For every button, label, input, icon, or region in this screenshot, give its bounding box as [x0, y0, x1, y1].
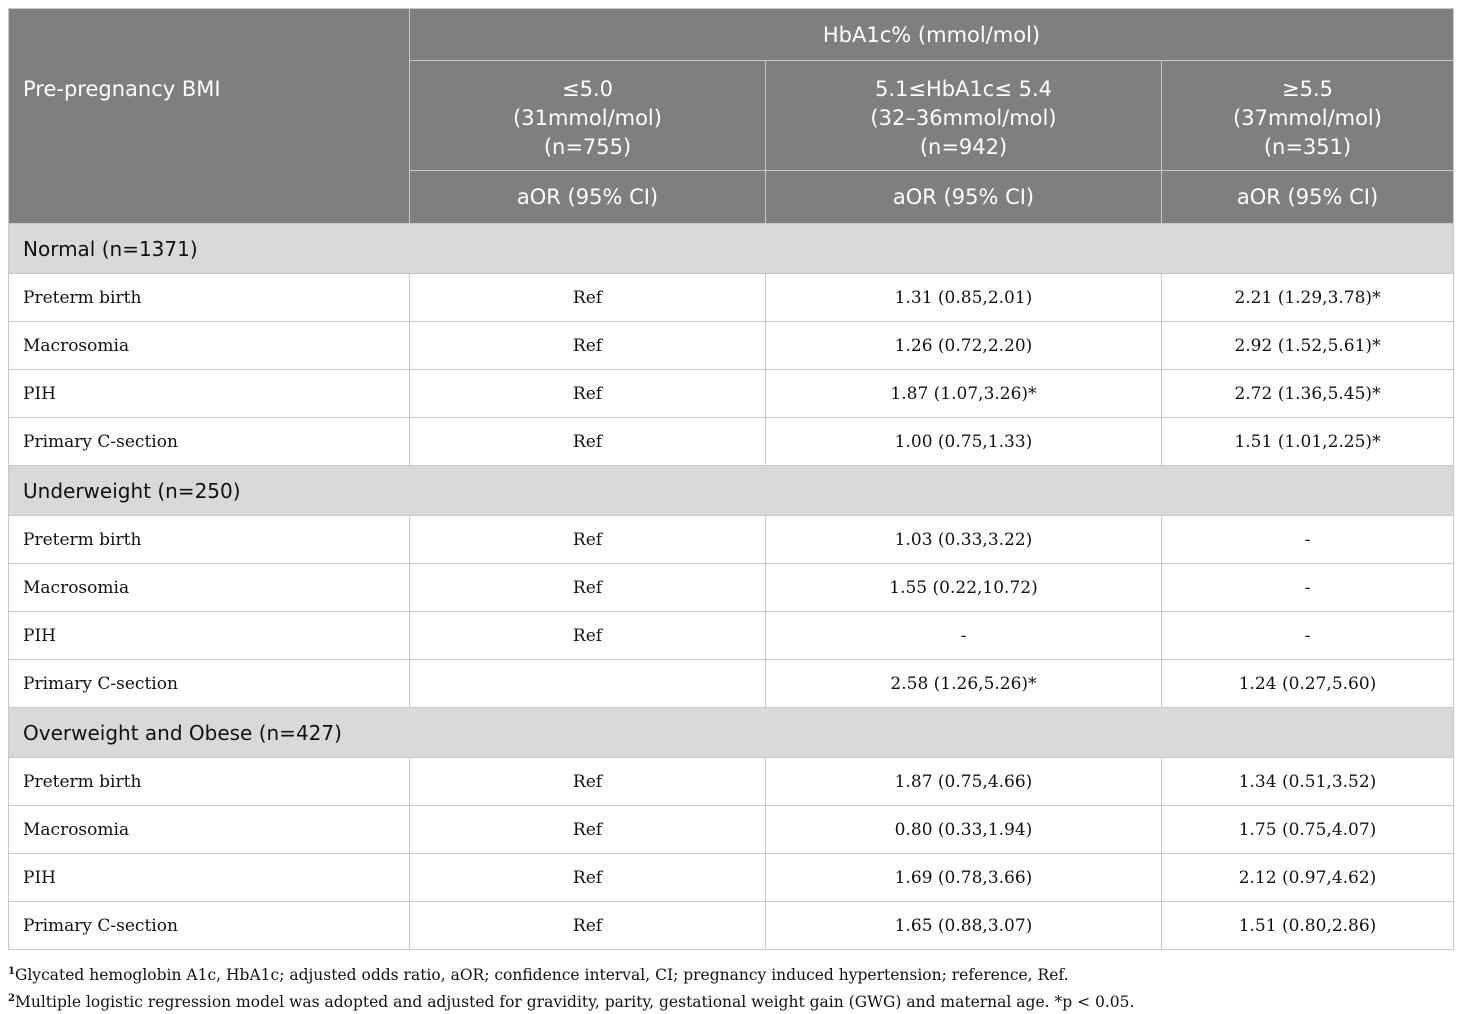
cell-mid: 1.00 (0.75,1.33) — [766, 418, 1162, 466]
cell-low — [410, 660, 766, 708]
table-header — [9, 9, 1454, 224]
results-table-container — [8, 8, 1453, 950]
cell-low: Ref — [410, 370, 766, 418]
section-title: Overweight and Obese (n=427) — [9, 708, 1454, 758]
section-row-overweight — [9, 708, 1454, 758]
group-low-mmol: (31mmol/mol) — [513, 106, 662, 130]
footnote-mark: 1 — [8, 966, 15, 977]
group-high-n: (n=351) — [1263, 135, 1352, 159]
cell-high: - — [1162, 516, 1454, 564]
row-label: Macrosomia — [9, 806, 410, 854]
row-label: Preterm birth — [9, 516, 410, 564]
group-header-high — [1162, 61, 1454, 171]
cell-high: 1.24 (0.27,5.60) — [1162, 660, 1454, 708]
row-label: Primary C-section — [9, 418, 410, 466]
footnote-text: Glycated hemoglobin A1c, HbA1c; adjusted odds ratio, aOR; confidence interval, CI; pregnancy induced hypertension; reference, Ref. — [14, 966, 1069, 985]
cell-mid: 0.80 (0.33,1.94) — [766, 806, 1162, 854]
cell-low: Ref — [410, 274, 766, 322]
row-label: PIH — [9, 370, 410, 418]
hba1c-span-title: HbA1c% (mmol/mol) — [410, 9, 1454, 61]
cell-high: 1.34 (0.51,3.52) — [1162, 758, 1454, 806]
footnote-text: Multiple logistic regression model was adopted and adjusted for gravidity, parity, gestational weight gain (GWG) and maternal age. *p < 0.05. — [14, 993, 1135, 1012]
cell-low: Ref — [410, 516, 766, 564]
row-label: Primary C-section — [9, 902, 410, 950]
group-high-range: ≥5.5 — [1282, 77, 1333, 101]
bmi-row-label: Pre-pregnancy BMI — [9, 61, 410, 224]
table-row — [9, 758, 1454, 806]
table-body — [9, 224, 1454, 950]
results-table — [8, 8, 1454, 950]
table-row — [9, 612, 1454, 660]
footnote-mark: 2 — [8, 993, 15, 1005]
cell-mid: 1.65 (0.88,3.07) — [766, 902, 1162, 950]
cell-mid: 1.55 (0.22,10.72) — [766, 564, 1162, 612]
cell-low: Ref — [410, 806, 766, 854]
table-row — [9, 322, 1454, 370]
group-low-n: (n=755) — [543, 135, 632, 159]
cell-low: Ref — [410, 902, 766, 950]
table-row — [9, 370, 1454, 418]
cell-low: Ref — [410, 564, 766, 612]
cell-mid: 1.31 (0.85,2.01) — [766, 274, 1162, 322]
section-row-normal — [9, 224, 1454, 274]
row-label: PIH — [9, 612, 410, 660]
cell-low: Ref — [410, 854, 766, 902]
cell-low: Ref — [410, 322, 766, 370]
cell-high: 2.12 (0.97,4.62) — [1162, 854, 1454, 902]
cell-high: - — [1162, 564, 1454, 612]
cell-low: Ref — [410, 612, 766, 660]
group-low-range: ≤5.0 — [562, 77, 613, 101]
header-corner — [9, 9, 410, 61]
group-header-low — [410, 61, 766, 171]
section-title: Underweight (n=250) — [9, 466, 1454, 516]
row-label: Preterm birth — [9, 274, 410, 322]
table-row — [9, 516, 1454, 564]
cell-mid: 1.87 (0.75,4.66) — [766, 758, 1162, 806]
cell-high: 1.75 (0.75,4.07) — [1162, 806, 1454, 854]
cell-mid: 1.69 (0.78,3.66) — [766, 854, 1162, 902]
stat-label-low: aOR (95% CI) — [410, 171, 766, 224]
cell-high: 2.21 (1.29,3.78)* — [1162, 274, 1454, 322]
group-header-mid — [766, 61, 1162, 171]
row-label: Preterm birth — [9, 758, 410, 806]
cell-high: 2.72 (1.36,5.45)* — [1162, 370, 1454, 418]
row-label: PIH — [9, 854, 410, 902]
cell-mid: 1.87 (1.07,3.26)* — [766, 370, 1162, 418]
section-row-underweight — [9, 466, 1454, 516]
cell-high: 1.51 (0.80,2.86) — [1162, 902, 1454, 950]
table-row — [9, 806, 1454, 854]
footnote-2 — [8, 987, 1453, 1014]
group-mid-n: (n=942) — [919, 135, 1008, 159]
section-title: Normal (n=1371) — [9, 224, 1454, 274]
cell-low: Ref — [410, 758, 766, 806]
cell-high: - — [1162, 612, 1454, 660]
group-high-mmol: (37mmol/mol) — [1233, 106, 1382, 130]
cell-low: Ref — [410, 418, 766, 466]
cell-high: 1.51 (1.01,2.25)* — [1162, 418, 1454, 466]
group-mid-range: 5.1≤HbA1c≤ 5.4 — [874, 77, 1053, 101]
table-row — [9, 418, 1454, 466]
stat-label-mid: aOR (95% CI) — [766, 171, 1162, 224]
cell-mid: - — [766, 612, 1162, 660]
cell-mid: 2.58 (1.26,5.26)* — [766, 660, 1162, 708]
row-label: Primary C-section — [9, 660, 410, 708]
table-row — [9, 660, 1454, 708]
group-mid-mmol: (32–36mmol/mol) — [870, 106, 1057, 130]
table-row — [9, 902, 1454, 950]
table-row — [9, 564, 1454, 612]
footnote-1 — [8, 960, 1453, 987]
stat-label-high: aOR (95% CI) — [1162, 171, 1454, 224]
table-row — [9, 274, 1454, 322]
cell-mid: 1.03 (0.33,3.22) — [766, 516, 1162, 564]
row-label: Macrosomia — [9, 564, 410, 612]
cell-high: 2.92 (1.52,5.61)* — [1162, 322, 1454, 370]
row-label: Macrosomia — [9, 322, 410, 370]
cell-mid: 1.26 (0.72,2.20) — [766, 322, 1162, 370]
table-footnotes — [8, 960, 1453, 1014]
table-row — [9, 854, 1454, 902]
